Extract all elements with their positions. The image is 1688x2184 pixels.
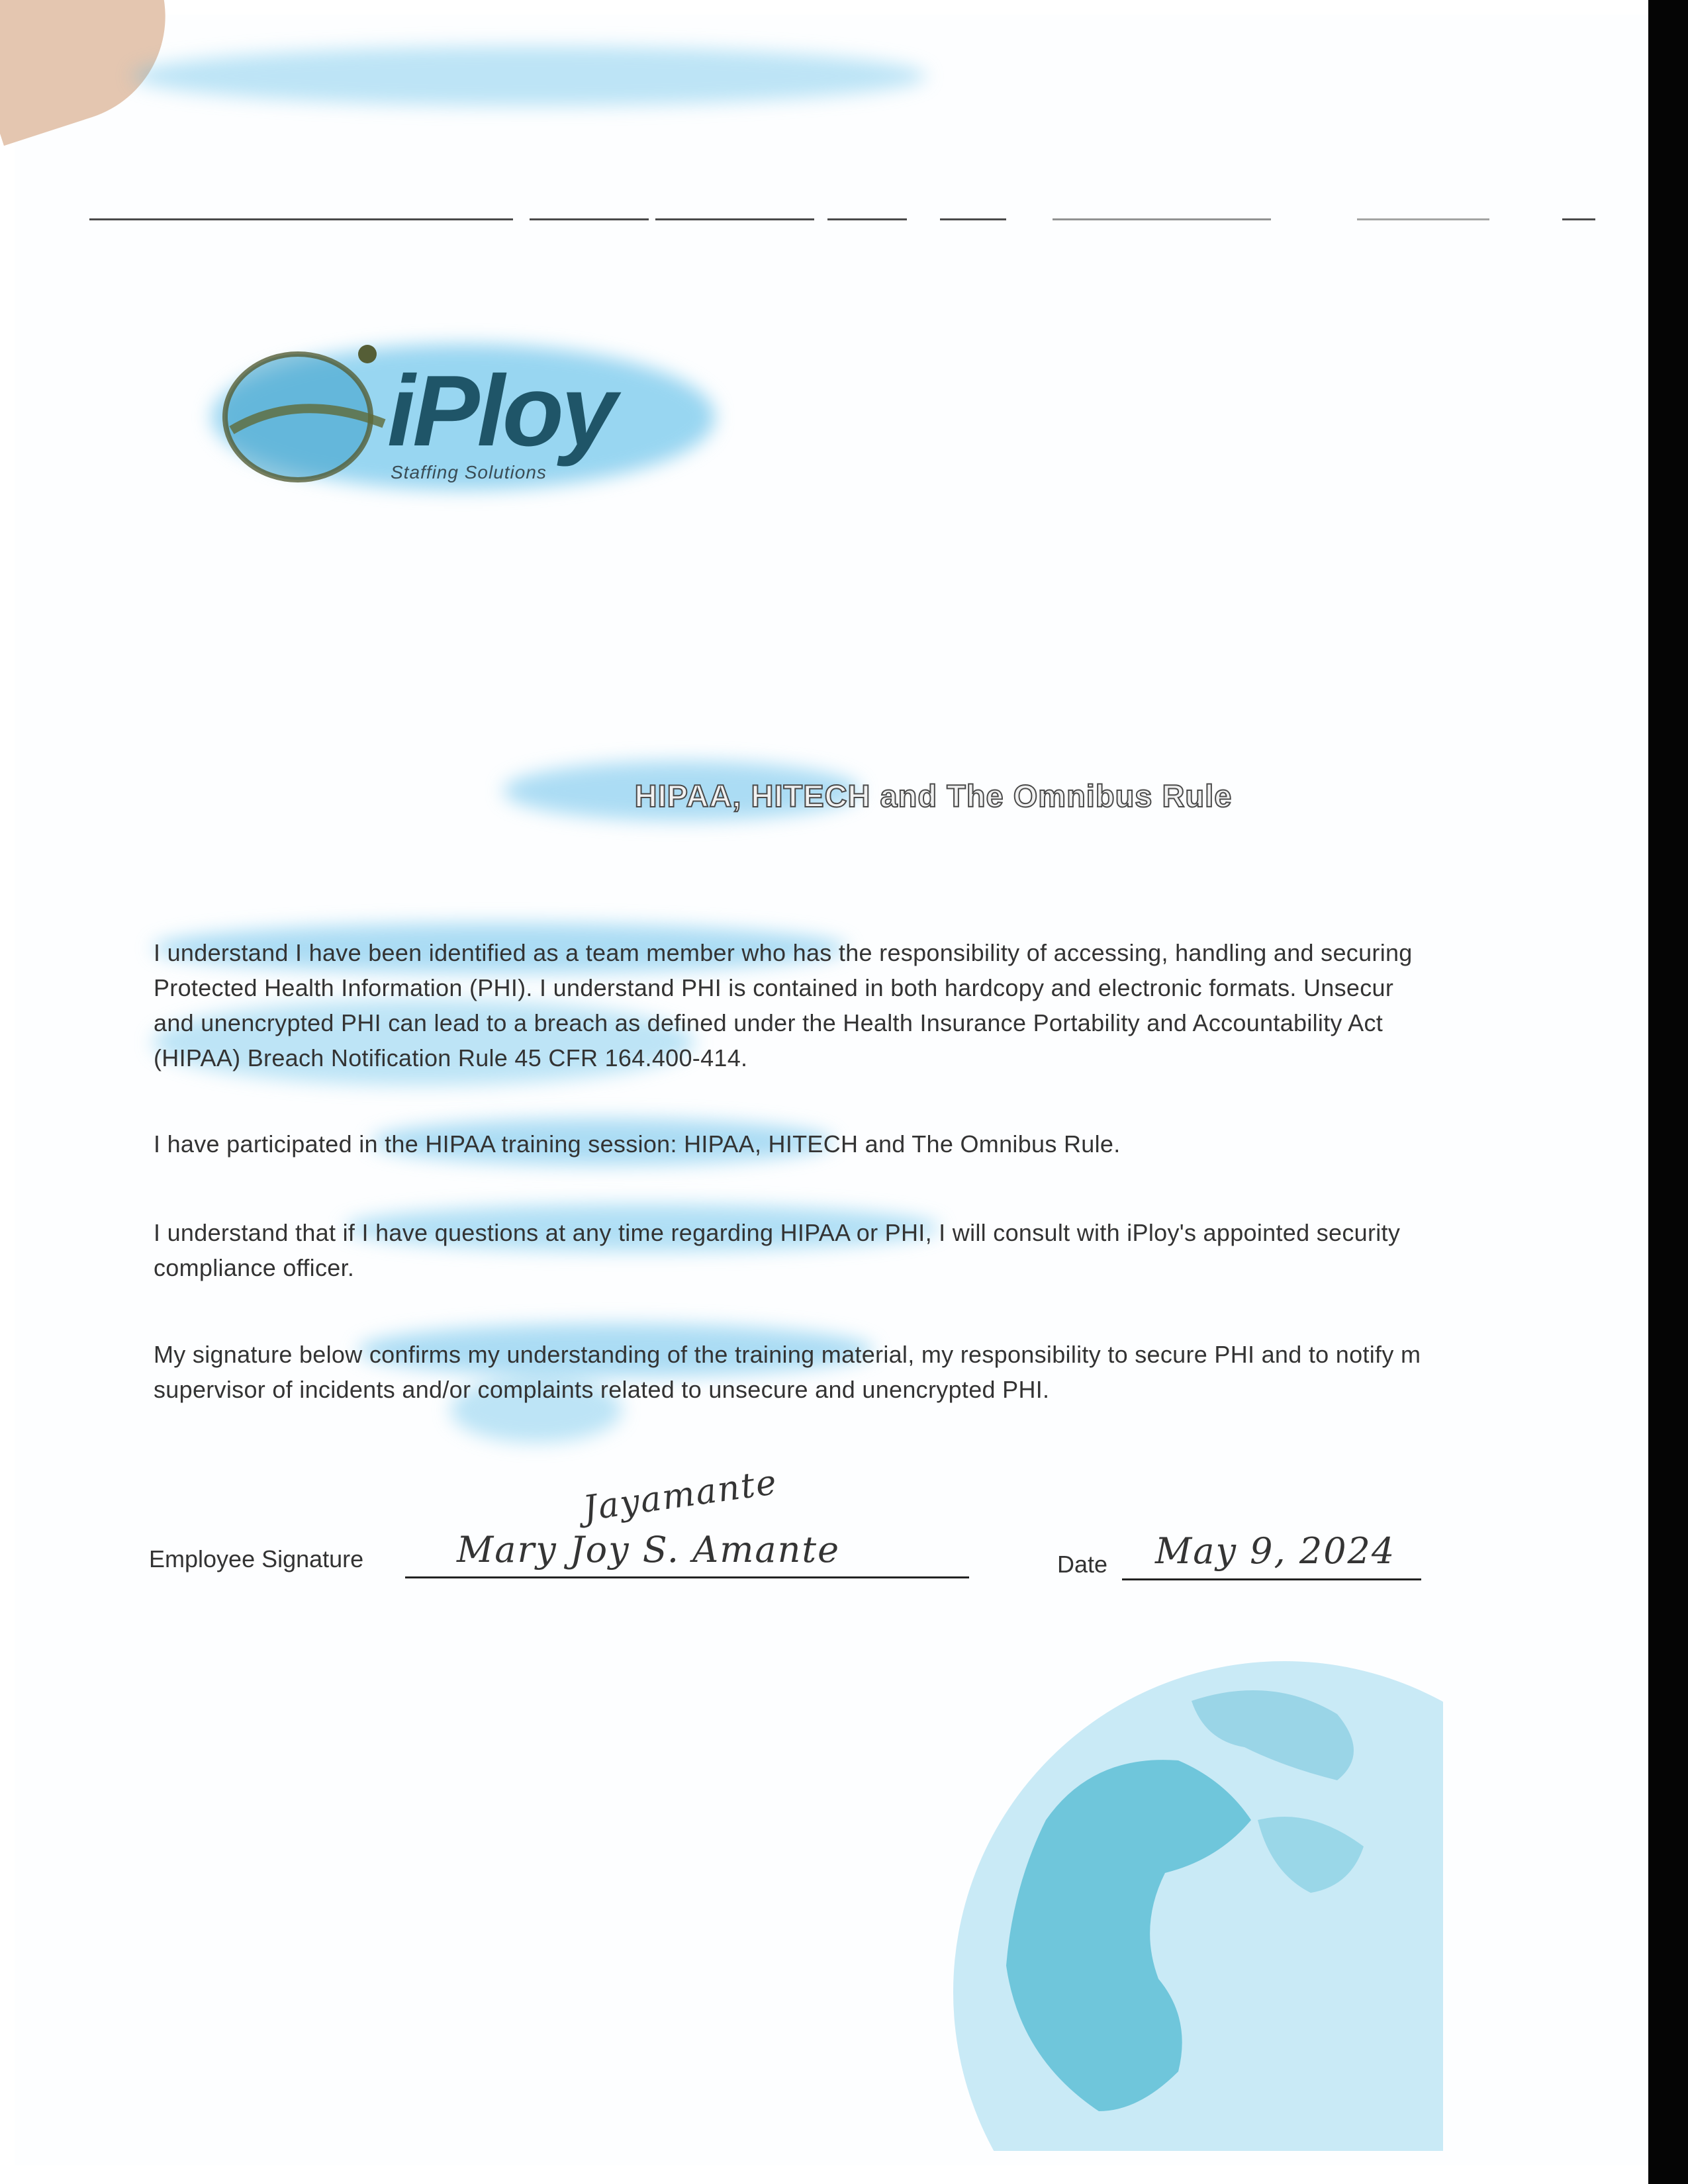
- toner-smear: [132, 46, 927, 106]
- date-line: [1122, 1578, 1421, 1580]
- employee-signature-line: [405, 1576, 969, 1578]
- paragraph-questions: [154, 1215, 1630, 1285]
- paragraph-line: supervisor of incidents and/or complaints related to unsecure and unencrypted PHI.: [154, 1376, 1050, 1403]
- employee-name-handwritten: Mary Joy S. Amante: [457, 1529, 841, 1570]
- paragraph-line: My signature below confirms my understanding of the training material, my responsibility to secure PHI and to notify m: [154, 1341, 1421, 1368]
- paragraph-line: I understand I have been identified as a team member who has the responsibility of accessing, handling and securing: [154, 939, 1413, 966]
- logo-tagline: Staffing Solutions: [391, 462, 547, 482]
- employee-signature-label: Employee Signature: [149, 1545, 364, 1572]
- divider: [1357, 218, 1489, 220]
- paragraph-line: compliance officer.: [154, 1254, 355, 1281]
- divider: [1053, 218, 1271, 220]
- logo-wordmark: iPloy: [387, 355, 615, 467]
- divider: [89, 218, 513, 220]
- paragraph-line: I understand that if I have questions at any time regarding HIPAA or PHI, I will consult with iPloy's appointed security: [154, 1219, 1401, 1246]
- signature-scrawl: Jayamante: [581, 1462, 780, 1529]
- divider: [827, 218, 907, 220]
- divider: [940, 218, 1006, 220]
- paragraph-responsibility: [154, 935, 1630, 1075]
- divider: [530, 218, 649, 220]
- paragraph-line: (HIPAA) Breach Notification Rule 45 CFR 164.400-414.: [154, 1044, 748, 1071]
- paragraph-line: Protected Health Information (PHI). I understand PHI is contained in both hardcopy and electronic formats. Unsecur: [154, 974, 1394, 1001]
- paragraph-confirmation: [154, 1337, 1630, 1407]
- divider: [655, 218, 814, 220]
- scanner-edge: [1648, 0, 1688, 2184]
- date-label: Date: [1057, 1551, 1108, 1578]
- date-handwritten: May 9, 2024: [1155, 1530, 1396, 1572]
- paragraph-training: [154, 1126, 1630, 1161]
- globe-graphic: [940, 1648, 1443, 2151]
- company-logo: [218, 331, 695, 503]
- paragraph-line: I have participated in the HIPAA training session: HIPAA, HITECH and The Omnibus Rule.: [154, 1130, 1121, 1158]
- divider: [1562, 218, 1595, 220]
- paragraph-line: and unencrypted PHI can lead to a breach as defined under the Health Insurance Portability and Accountability Act: [154, 1009, 1383, 1036]
- document-title: HIPAA, HITECH and The Omnibus Rule: [634, 778, 1233, 813]
